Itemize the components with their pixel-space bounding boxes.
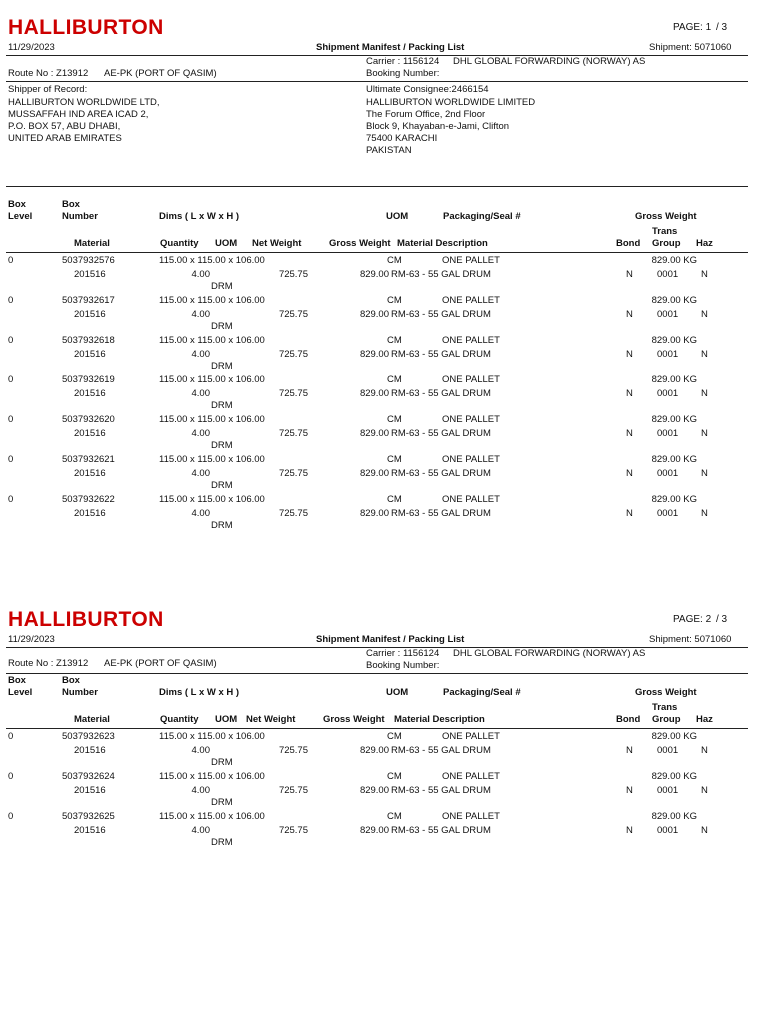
cell-net-weight: 725.75 xyxy=(278,468,308,479)
header-bond: Bond xyxy=(616,238,641,249)
header-box-level: Level xyxy=(8,211,33,222)
cell-gross-weight: 829.00 KG xyxy=(651,414,697,426)
cell-haz: N xyxy=(701,825,708,836)
consignee-label: Ultimate Consignee:2466154 xyxy=(366,84,489,95)
header-box-number: Box xyxy=(62,199,80,210)
shipment-number: Shipment: 5071060 xyxy=(649,42,732,53)
cell-quantity: 4.00 xyxy=(191,388,210,400)
shipper-line: MUSSAFFAH IND AREA ICAD 2, xyxy=(8,109,149,120)
table-row xyxy=(0,411,768,451)
cell-gross-weight-2: 829.00 xyxy=(359,269,389,280)
table-row xyxy=(0,808,768,848)
cell-gross-weight-2: 829.00 xyxy=(359,308,389,320)
cell-net-weight: 725.75 xyxy=(278,308,308,320)
cell-box-level: 0 xyxy=(8,731,14,742)
header-haz: Haz xyxy=(696,238,713,249)
cell-bond: N xyxy=(626,348,633,360)
page-total: / 3 xyxy=(716,614,728,625)
halliburton-logo: HALLIBURTON xyxy=(8,608,164,631)
header-material: Material xyxy=(74,714,110,725)
cell-box-number: 5037932621 xyxy=(62,454,115,465)
consignee-line: PAKISTAN xyxy=(366,145,412,156)
document-title: Shipment Manifest / Packing List xyxy=(316,42,465,53)
cell-trans-group: 0001 xyxy=(657,468,679,479)
header-box-number: Box xyxy=(62,675,80,686)
cell-gross-weight: 829.00 KG xyxy=(651,771,697,782)
cell-box-number: 5037932622 xyxy=(62,493,115,505)
cell-gross-weight-2: 829.00 xyxy=(359,388,389,400)
cell-bond: N xyxy=(626,825,633,836)
consignee-line: Block 9, Khayaban-e-Jami, Clifton xyxy=(366,121,510,132)
cell-gross-weight: 829.00 KG xyxy=(651,374,697,386)
cell-material: 201516 xyxy=(74,428,106,440)
route-destination: AE-PK (PORT OF QASIM) xyxy=(104,658,217,669)
booking-number: Booking Number: xyxy=(366,660,440,671)
cell-uom: DRM xyxy=(211,797,233,808)
header-material: Material xyxy=(74,238,110,249)
cell-net-weight: 725.75 xyxy=(278,428,308,440)
header-uom-2: UOM xyxy=(215,714,238,725)
cell-quantity: 4.00 xyxy=(191,745,210,756)
cell-dims: 115.00 x 115.00 x 106.00 xyxy=(159,414,265,426)
cell-uom: DRM xyxy=(211,320,233,332)
cell-material: 201516 xyxy=(74,348,106,360)
header-packaging: Packaging/Seal # xyxy=(443,211,521,222)
cell-gross-weight: 829.00 KG xyxy=(651,334,697,346)
cell-gross-weight-2: 829.00 xyxy=(359,785,389,796)
header-trans-group: Group xyxy=(652,238,681,249)
cell-dims-uom: CM xyxy=(387,454,402,465)
cell-dims: 115.00 x 115.00 x 106.00 xyxy=(159,374,265,386)
manifest-page-2 xyxy=(0,592,768,872)
cell-box-number: 5037932618 xyxy=(62,334,115,346)
cell-trans-group: 0001 xyxy=(657,785,679,796)
shipper-line: HALLIBURTON WORLDWIDE LTD, xyxy=(8,97,160,108)
cell-dims-uom: CM xyxy=(387,374,402,386)
cell-packaging: ONE PALLET xyxy=(442,334,500,346)
header-trans-group: Trans xyxy=(652,226,678,237)
cell-material: 201516 xyxy=(74,468,106,479)
cell-gross-weight: 829.00 KG xyxy=(651,294,697,306)
header-material-description: Material Description xyxy=(397,238,488,249)
cell-box-level: 0 xyxy=(8,811,14,822)
cell-uom: DRM xyxy=(211,440,233,452)
cell-material: 201516 xyxy=(74,745,106,756)
cell-dims-uom: CM xyxy=(387,334,402,346)
cell-box-level: 0 xyxy=(8,255,14,266)
header-box-level: Box xyxy=(8,199,26,210)
cell-dims-uom: CM xyxy=(387,294,402,306)
cell-bond: N xyxy=(626,269,633,280)
header-packaging: Packaging/Seal # xyxy=(443,687,521,698)
route-number: Route No : Z13912 xyxy=(8,658,89,669)
header-gross-weight: Gross Weight xyxy=(635,687,697,698)
header-dims: Dims ( L x W x H ) xyxy=(159,687,240,698)
cell-trans-group: 0001 xyxy=(657,825,679,836)
cell-gross-weight-2: 829.00 xyxy=(359,468,389,479)
header-bond: Bond xyxy=(616,714,641,725)
cell-box-level: 0 xyxy=(8,771,14,782)
cell-haz: N xyxy=(701,428,708,440)
cell-gross-weight-2: 829.00 xyxy=(359,348,389,360)
cell-uom: DRM xyxy=(211,519,233,531)
cell-bond: N xyxy=(626,507,633,519)
cell-gross-weight: 829.00 KG xyxy=(651,493,697,505)
cell-bond: N xyxy=(626,428,633,440)
cell-gross-weight-2: 829.00 xyxy=(359,825,389,836)
cell-quantity: 4.00 xyxy=(191,507,210,519)
shipper-line: P.O. BOX 57, ABU DHABI, xyxy=(8,121,121,132)
cell-material: 201516 xyxy=(74,785,106,796)
cell-box-level: 0 xyxy=(8,454,14,465)
carrier-name: DHL GLOBAL FORWARDING (NORWAY) AS xyxy=(453,56,646,67)
header-quantity: Quantity xyxy=(160,238,199,249)
cell-haz: N xyxy=(701,269,708,280)
cell-haz: N xyxy=(701,348,708,360)
header-gross-weight: Gross Weight xyxy=(635,211,697,222)
cell-box-number: 5037932617 xyxy=(62,294,115,306)
cell-dims-uom: CM xyxy=(387,771,402,782)
cell-quantity: 4.00 xyxy=(191,348,210,360)
cell-material: 201516 xyxy=(74,308,106,320)
document-title: Shipment Manifest / Packing List xyxy=(316,634,465,645)
cell-box-number: 5037932624 xyxy=(62,771,115,782)
cell-material-description: RM-63 - 55 GAL DRUM xyxy=(391,507,491,519)
table-row xyxy=(0,491,768,531)
header-trans-group: Group xyxy=(652,714,681,725)
cell-bond: N xyxy=(626,785,633,796)
page-total: / 3 xyxy=(716,22,728,33)
consignee-line: 75400 KARACHI xyxy=(366,133,438,144)
cell-box-level: 0 xyxy=(8,334,14,346)
cell-dims: 115.00 x 115.00 x 106.00 xyxy=(159,811,265,822)
cell-packaging: ONE PALLET xyxy=(442,454,500,465)
cell-net-weight: 725.75 xyxy=(278,507,308,519)
cell-net-weight: 725.75 xyxy=(278,745,308,756)
cell-dims-uom: CM xyxy=(387,493,402,505)
cell-material-description: RM-63 - 55 GAL DRUM xyxy=(391,825,491,836)
cell-bond: N xyxy=(626,745,633,756)
consignee-line: The Forum Office, 2nd Floor xyxy=(366,109,486,120)
cell-packaging: ONE PALLET xyxy=(442,374,500,386)
cell-trans-group: 0001 xyxy=(657,745,679,756)
cell-packaging: ONE PALLET xyxy=(442,731,500,742)
header-uom: UOM xyxy=(386,687,409,698)
header-box-level: Level xyxy=(8,687,33,698)
header-box-number: Number xyxy=(62,687,98,698)
cell-box-level: 0 xyxy=(8,493,14,505)
cell-quantity: 4.00 xyxy=(191,785,210,796)
route-destination: AE-PK (PORT OF QASIM) xyxy=(104,68,217,79)
cell-quantity: 4.00 xyxy=(191,308,210,320)
header-gross-weight-2: Gross Weight xyxy=(323,714,385,725)
divider xyxy=(6,81,748,82)
cell-gross-weight-2: 829.00 xyxy=(359,428,389,440)
cell-gross-weight: 829.00 KG xyxy=(651,255,697,266)
cell-gross-weight-2: 829.00 xyxy=(359,745,389,756)
cell-quantity: 4.00 xyxy=(191,468,210,479)
carrier-name: DHL GLOBAL FORWARDING (NORWAY) AS xyxy=(453,648,646,659)
cell-dims: 115.00 x 115.00 x 106.00 xyxy=(159,454,265,465)
cell-box-level: 0 xyxy=(8,294,14,306)
table-row xyxy=(0,332,768,372)
table-row xyxy=(0,252,768,292)
header-uom: UOM xyxy=(386,211,409,222)
cell-haz: N xyxy=(701,785,708,796)
cell-dims-uom: CM xyxy=(387,255,402,266)
shipper-line: UNITED ARAB EMIRATES xyxy=(8,133,122,144)
header-trans-group: Trans xyxy=(652,702,678,713)
cell-packaging: ONE PALLET xyxy=(442,294,500,306)
cell-haz: N xyxy=(701,388,708,400)
carrier-id: Carrier : 1156124 xyxy=(366,56,440,67)
cell-trans-group: 0001 xyxy=(657,388,679,400)
cell-dims-uom: CM xyxy=(387,811,402,822)
table-row xyxy=(0,451,768,491)
cell-packaging: ONE PALLET xyxy=(442,771,500,782)
cell-trans-group: 0001 xyxy=(657,428,679,440)
cell-trans-group: 0001 xyxy=(657,308,679,320)
header-box-level: Box xyxy=(8,675,26,686)
manifest-date: 11/29/2023 xyxy=(8,42,55,53)
cell-dims: 115.00 x 115.00 x 106.00 xyxy=(159,294,265,306)
route-number: Route No : Z13912 xyxy=(8,68,89,79)
header-net-weight: Net Weight xyxy=(246,714,296,725)
cell-material-description: RM-63 - 55 GAL DRUM xyxy=(391,428,491,440)
cell-box-number: 5037932619 xyxy=(62,374,115,386)
cell-net-weight: 725.75 xyxy=(278,388,308,400)
cell-trans-group: 0001 xyxy=(657,269,679,280)
table-row xyxy=(0,292,768,332)
booking-number: Booking Number: xyxy=(366,68,440,79)
cell-dims: 115.00 x 115.00 x 106.00 xyxy=(159,771,265,782)
cell-net-weight: 725.75 xyxy=(278,348,308,360)
cell-bond: N xyxy=(626,388,633,400)
cell-dims: 115.00 x 115.00 x 106.00 xyxy=(159,255,265,266)
header-uom-2: UOM xyxy=(215,238,238,249)
cell-quantity: 4.00 xyxy=(191,269,210,280)
cell-material-description: RM-63 - 55 GAL DRUM xyxy=(391,468,491,479)
cell-dims-uom: CM xyxy=(387,414,402,426)
cell-material-description: RM-63 - 55 GAL DRUM xyxy=(391,388,491,400)
cell-packaging: ONE PALLET xyxy=(442,811,500,822)
cell-bond: N xyxy=(626,468,633,479)
cell-packaging: ONE PALLET xyxy=(442,255,500,266)
cell-gross-weight: 829.00 KG xyxy=(651,731,697,742)
cell-material: 201516 xyxy=(74,507,106,519)
cell-gross-weight: 829.00 KG xyxy=(651,811,697,822)
cell-net-weight: 725.75 xyxy=(278,825,308,836)
cell-material-description: RM-63 - 55 GAL DRUM xyxy=(391,745,491,756)
header-net-weight: Net Weight xyxy=(252,238,302,249)
cell-material: 201516 xyxy=(74,269,106,280)
cell-uom: DRM xyxy=(211,400,233,412)
cell-gross-weight-2: 829.00 xyxy=(359,507,389,519)
cell-uom: DRM xyxy=(211,837,233,848)
cell-net-weight: 725.75 xyxy=(278,269,308,280)
cell-quantity: 4.00 xyxy=(191,428,210,440)
page-number: PAGE: 2 xyxy=(673,614,712,625)
cell-box-level: 0 xyxy=(8,414,14,426)
shipment-number: Shipment: 5071060 xyxy=(649,634,732,645)
cell-packaging: ONE PALLET xyxy=(442,493,500,505)
cell-packaging: ONE PALLET xyxy=(442,414,500,426)
shipper-label: Shipper of Record: xyxy=(8,84,88,95)
cell-uom: DRM xyxy=(211,360,233,372)
cell-box-level: 0 xyxy=(8,374,14,386)
cell-material-description: RM-63 - 55 GAL DRUM xyxy=(391,269,491,280)
header-dims: Dims ( L x W x H ) xyxy=(159,211,240,222)
cell-bond: N xyxy=(626,308,633,320)
page-number: PAGE: 1 xyxy=(673,22,712,33)
carrier-id: Carrier : 1156124 xyxy=(366,648,440,659)
cell-box-number: 5037932625 xyxy=(62,811,115,822)
header-quantity: Quantity xyxy=(160,714,199,725)
cell-dims: 115.00 x 115.00 x 106.00 xyxy=(159,493,265,505)
cell-box-number: 5037932623 xyxy=(62,731,115,742)
cell-material-description: RM-63 - 55 GAL DRUM xyxy=(391,785,491,796)
cell-trans-group: 0001 xyxy=(657,507,679,519)
header-material-description: Material Description xyxy=(394,714,485,725)
manifest-date: 11/29/2023 xyxy=(8,634,55,645)
cell-dims-uom: CM xyxy=(387,731,402,742)
halliburton-logo: HALLIBURTON xyxy=(8,16,164,39)
cell-box-number: 5037932620 xyxy=(62,414,115,426)
cell-uom: DRM xyxy=(211,281,233,292)
header-box-number: Number xyxy=(62,211,98,222)
cell-dims: 115.00 x 115.00 x 106.00 xyxy=(159,334,265,346)
consignee-line: HALLIBURTON WORLDWIDE LIMITED xyxy=(366,97,536,108)
cell-box-number: 5037932576 xyxy=(62,255,115,266)
cell-material-description: RM-63 - 55 GAL DRUM xyxy=(391,308,491,320)
cell-gross-weight: 829.00 KG xyxy=(651,454,697,465)
cell-net-weight: 725.75 xyxy=(278,785,308,796)
cell-uom: DRM xyxy=(211,757,233,768)
cell-uom: DRM xyxy=(211,480,233,491)
cell-haz: N xyxy=(701,308,708,320)
divider xyxy=(6,186,748,187)
cell-material: 201516 xyxy=(74,388,106,400)
cell-material-description: RM-63 - 55 GAL DRUM xyxy=(391,348,491,360)
header-gross-weight-2: Gross Weight xyxy=(329,238,391,249)
divider xyxy=(6,673,748,674)
cell-quantity: 4.00 xyxy=(191,825,210,836)
cell-haz: N xyxy=(701,745,708,756)
cell-haz: N xyxy=(701,507,708,519)
table-row xyxy=(0,768,768,808)
table-row xyxy=(0,371,768,411)
cell-trans-group: 0001 xyxy=(657,348,679,360)
cell-dims: 115.00 x 115.00 x 106.00 xyxy=(159,731,265,742)
header-haz: Haz xyxy=(696,714,713,725)
table-row xyxy=(0,728,768,768)
cell-material: 201516 xyxy=(74,825,106,836)
cell-haz: N xyxy=(701,468,708,479)
